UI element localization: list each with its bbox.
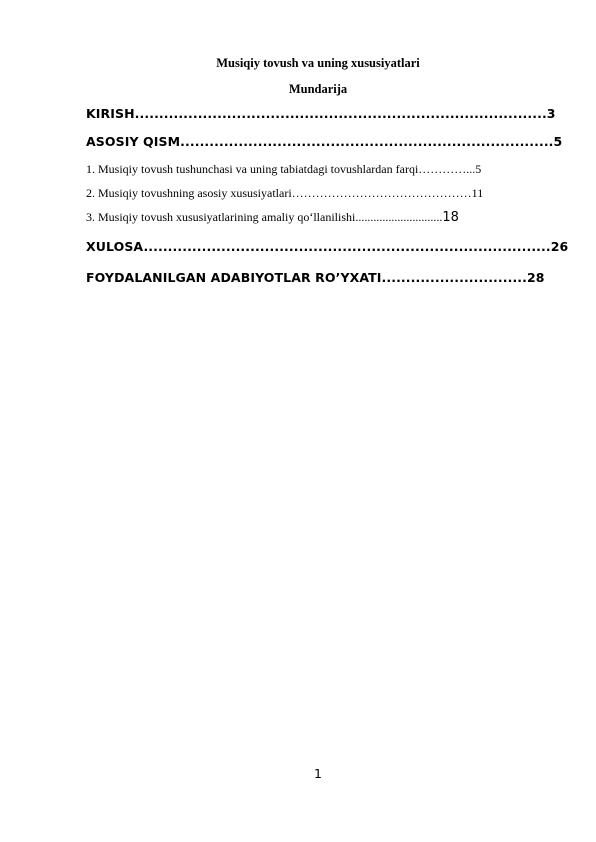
page-number: 1 bbox=[314, 766, 322, 781]
toc-entry-adabiyotlar: FOYDALANILGAN ADABIYOTLAR RO’YXATI..............................28 bbox=[86, 270, 545, 285]
toc-entry-section-2: 2. Musiqiy tovushning asosiy xususiyatlari………………………………………11 bbox=[86, 186, 484, 200]
toc-entry-section-3 bbox=[86, 210, 459, 225]
toc-entry-xulosa: XULOSA....................................................................................26 bbox=[86, 239, 569, 254]
document-subtitle: Mundarija bbox=[288, 82, 348, 96]
toc-entry-section-3-text: 3. Musiqiy tovush xususiyatlarining amaliy qo‘llanilishi............................. bbox=[86, 210, 443, 224]
document-title: Musiqiy tovush va uning xususiyatlari bbox=[216, 56, 420, 70]
toc-entry-kirish: KIRISH.....................................................................................3 bbox=[86, 106, 556, 121]
toc-entry-section-3-page: 18 bbox=[442, 210, 459, 225]
toc-entry-section-1: 1. Musiqiy tovush tushunchasi va uning tabiatdagi tovushlardan farqi…………...5 bbox=[86, 162, 482, 176]
toc-entry-asosiy-qism: ASOSIY QISM.............................................................................5 bbox=[86, 134, 563, 149]
